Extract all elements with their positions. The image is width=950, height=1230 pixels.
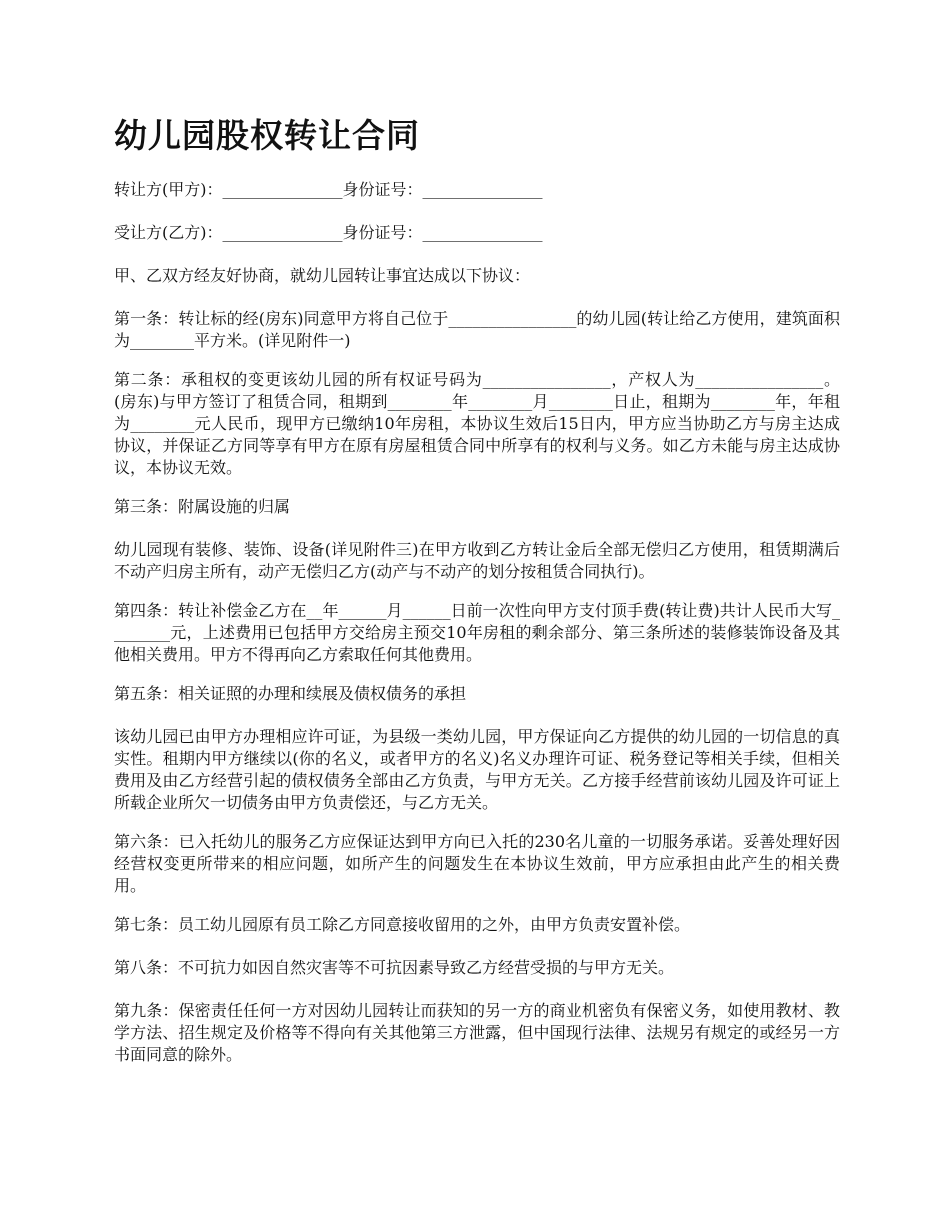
article-3-body: 幼儿园现有装修、装饰、设备(详见附件三)在甲方收到乙方转让金后全部无偿归乙方使用，租赁期满后不动产归房主所有，动产无偿归乙方(动产与不动产的划分按租赁合同执行)。 [114,540,840,581]
article-3-heading: 第三条：附属设施的归属 [114,497,291,516]
transferor-line: 转让方(甲方)：_______________身份证号：_______________ [114,180,543,199]
agreement-intro: 甲、乙双方经友好协商，就幼儿园转让事宜达成以下协议： [114,266,531,285]
article-8: 第八条：不可抗力如因自然灾害等不可抗因素导致乙方经营受损的与甲方无关。 [114,958,675,977]
document-page [114,112,840,1083]
article-6: 第六条：已入托幼儿的服务乙方应保证达到甲方向已入托的230名儿童的一切服务承诺。妥善处理好因经营权变更所带来的相应问题，如所产生的问题发生在本协议生效前，甲方应承担由此产生的相关费用。 [114,832,840,895]
article-7: 第七条：员工幼儿园原有员工除乙方同意接收留用的之外，由甲方负责安置补偿。 [114,915,691,934]
article-1: 第一条：转让标的经(房东)同意甲方将自己位于________________的幼儿园(转让给乙方使用，建筑面积为________平方米。(详见附件一) [114,309,840,350]
article-5-heading: 第五条：相关证照的办理和续展及债权债务的承担 [114,684,467,703]
article-4: 第四条：转让补偿金乙方在__年______月______日前一次性向甲方支付顶手费(转让费)共计人民币大写________元，上述费用已包括甲方交给房主预交10年房租的剩余部分、第三条所述的装修装饰设备及其他相关费用。甲方不得再向乙方索取任何其他费用。 [114,601,840,664]
article-2: 第二条：承租权的变更该幼儿园的所有权证号码为________________，产权人为________________。(房东)与甲方签订了租赁合同，租期到________年________月________日止，租期为________年，年租为________元人民币，现甲方已缴纳10年房租，本协议生效后15日内，甲方应当协助乙方与房主达成协议，并保证乙方同等享有甲方在原有房屋租赁合同中所享有的权利与义务。如乙方未能与房主达成协议，本协议无效。 [114,370,840,477]
article-9: 第九条：保密责任任何一方对因幼儿园转让而获知的另一方的商业机密负有保密义务，如使用教材、教学方法、招生规定及价格等不得向有关其他第三方泄露，但中国现行法律、法规另有规定的或经另一方书面同意的除外。 [114,1001,840,1064]
document-title: 幼儿园股权转让合同 [114,116,420,155]
article-5-body: 该幼儿园已由甲方办理相应许可证，为县级一类幼儿园，甲方保证向乙方提供的幼儿园的一切信息的真实性。租期内甲方继续以(你的名义，或者甲方的名义)名义办理许可证、税务登记等相关手续，但相关费用及由乙方经营引起的债权债务全部由乙方负责，与甲方无关。乙方接手经营前该幼儿园及许可证上所载企业所欠一切债务由甲方负责偿还，与乙方无关。 [114,727,840,812]
transferee-line: 受让方(乙方)：_______________身份证号：_______________ [114,223,543,242]
